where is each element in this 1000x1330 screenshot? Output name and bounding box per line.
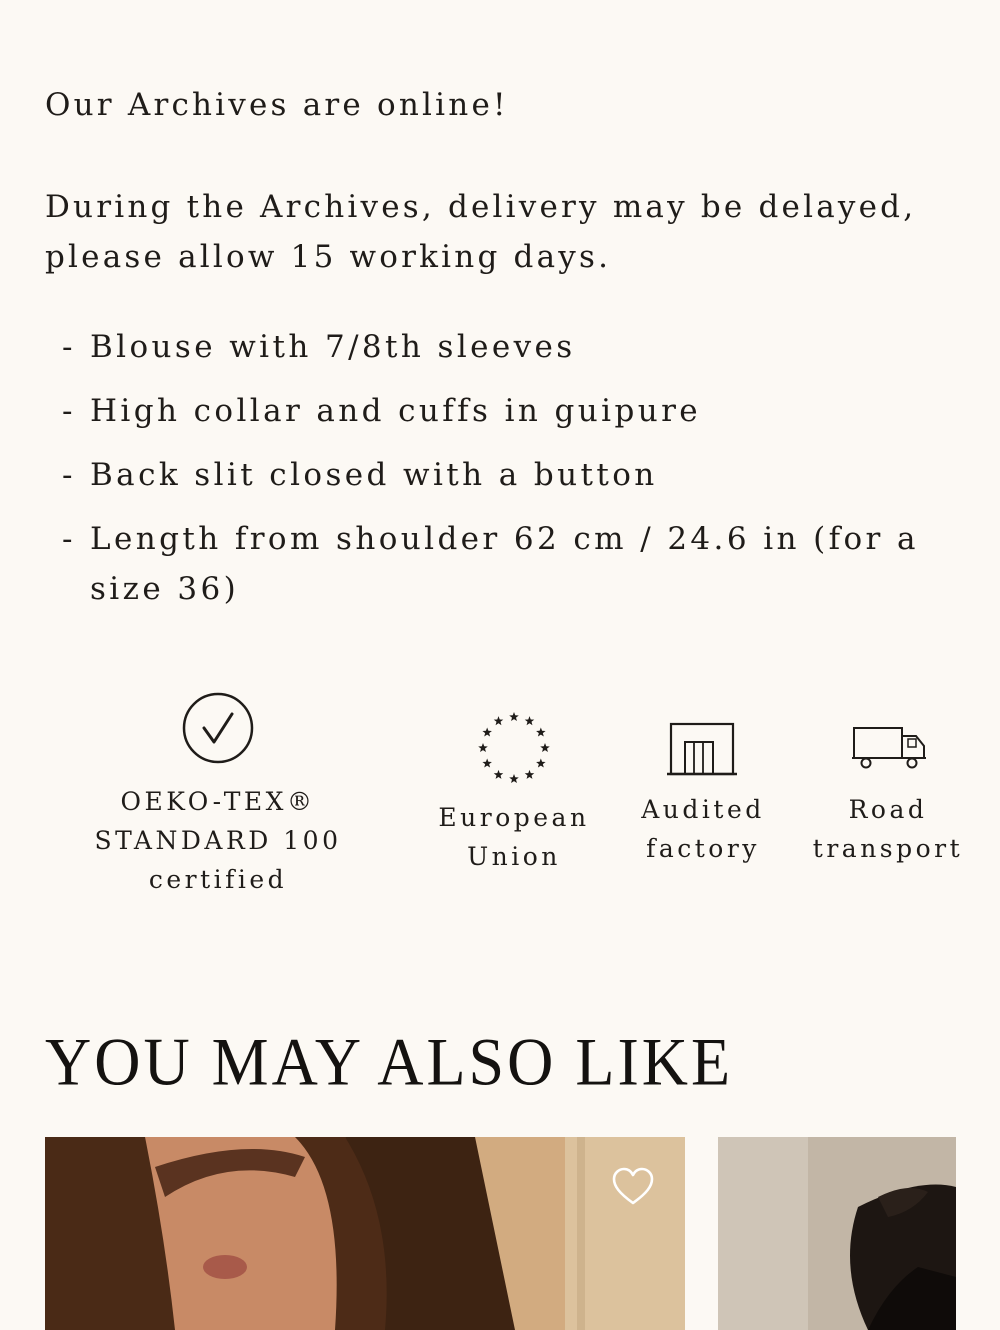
feature-item xyxy=(62,450,962,500)
eu-star xyxy=(536,728,546,737)
archives-headline: Our Archives are online! xyxy=(45,87,509,123)
eu-star xyxy=(525,770,535,779)
product-image xyxy=(45,1137,685,1330)
eu-stars-icon xyxy=(474,708,554,788)
audited-factory-label: Audited factory xyxy=(641,795,765,863)
product-card[interactable] xyxy=(45,1137,685,1330)
road-transport-label: Road transport xyxy=(812,795,964,863)
you-may-also-like-heading: YOU MAY ALSO LIKE xyxy=(45,1024,734,1100)
product-description-intro xyxy=(45,80,945,282)
bullet-dash: - xyxy=(62,329,76,365)
european-union-label: European Union xyxy=(438,803,590,871)
eu-star xyxy=(536,759,546,768)
eu-star xyxy=(482,759,492,768)
delivery-notice-line-1: During the Archives, delivery may be delayed, xyxy=(45,189,917,225)
eu-star xyxy=(509,712,519,721)
feature-text: Length from shoulder 62 cm / 24.6 in (for a size 36) xyxy=(90,521,919,607)
bullet-dash: - xyxy=(62,457,76,493)
eu-star xyxy=(482,728,492,737)
feature-item xyxy=(62,322,962,372)
feature-item xyxy=(62,514,962,614)
product-image xyxy=(718,1137,956,1330)
bullet-dash: - xyxy=(62,521,76,557)
eu-star xyxy=(478,743,488,752)
eu-star xyxy=(494,770,504,779)
road-transport-badge xyxy=(808,718,968,868)
product-card[interactable] xyxy=(718,1137,956,1330)
oeko-tex-badge xyxy=(78,690,358,899)
feature-text: Back slit closed with a button xyxy=(90,457,658,493)
checkmark-circle-icon xyxy=(180,690,256,766)
oeko-tex-label: OEKO-TEX® STANDARD 100 certified xyxy=(94,787,342,894)
european-union-badge xyxy=(435,708,593,876)
truck-icon xyxy=(848,718,928,780)
eu-star xyxy=(494,716,504,725)
feature-text: High collar and cuffs in guipure xyxy=(90,393,702,429)
eu-star xyxy=(509,774,519,783)
delivery-notice-line-2: please allow 15 working days. xyxy=(45,239,612,275)
feature-text: Blouse with 7/8th sleeves xyxy=(90,329,576,365)
product-features-list xyxy=(62,322,962,628)
eu-star xyxy=(525,716,535,725)
audited-factory-badge xyxy=(632,718,774,868)
feature-item xyxy=(62,386,962,436)
bullet-dash: - xyxy=(62,393,76,429)
heart-icon[interactable] xyxy=(611,1165,655,1209)
eu-star xyxy=(540,743,550,752)
factory-icon xyxy=(665,718,741,780)
